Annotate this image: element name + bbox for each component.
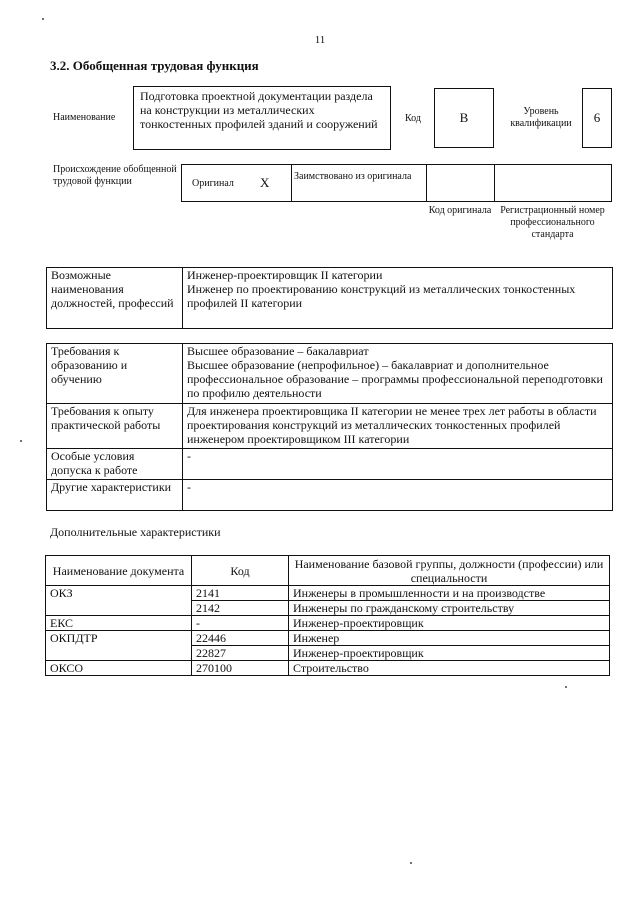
req-special-label: Особые условия допуска к работе — [47, 449, 183, 480]
regnum-caption: Регистрационный номер профессионального стандарта — [500, 205, 605, 240]
name-value: Подготовка проектной документации раздела на конструкции из металлических тонкостенных профилей зданий и сооружений — [140, 89, 378, 131]
name-label: Наименование — [53, 112, 116, 123]
req-education-value — [183, 344, 613, 404]
requirements-row — [47, 344, 613, 404]
cell-code: 22446 — [192, 631, 289, 646]
req-line: - — [187, 449, 191, 463]
level-value: 6 — [593, 110, 601, 125]
cell-name: Инженер-проектировщик — [289, 616, 610, 631]
req-other-value — [183, 480, 613, 511]
cell-name: Инженеры по гражданскому строительству — [289, 601, 610, 616]
additional-table — [45, 555, 610, 676]
original-label: Оригинал — [192, 178, 234, 189]
cell-doc: ЕКС — [46, 616, 192, 631]
scan-speck — [42, 18, 44, 20]
additional-header-row — [46, 556, 610, 586]
req-experience-label: Требования к опыту практической работы — [47, 404, 183, 449]
cell-name: Инженеры в промышленности и на производстве — [289, 586, 610, 601]
cell-code: 2142 — [192, 601, 289, 616]
header-name: Наименование базовой группы, должности (профессии) или специальности — [289, 556, 610, 586]
page-number: 11 — [314, 34, 326, 46]
table-row — [46, 586, 610, 601]
name-box — [133, 86, 391, 150]
cell-code: 2141 — [192, 586, 289, 601]
level-label: Уровень квалификации — [510, 106, 572, 129]
requirements-row — [47, 404, 613, 449]
requirements-row — [47, 449, 613, 480]
cell-name: Инженер-проектировщик — [289, 646, 610, 661]
cell-code: 270100 — [192, 661, 289, 676]
cell-name: Инженер — [289, 631, 610, 646]
positions-label: Возможные наименования должностей, профессий — [47, 268, 183, 329]
additional-title: Дополнительные характеристики — [50, 525, 221, 539]
header-code: Код — [192, 556, 289, 586]
positions-row — [47, 268, 613, 329]
borrowed-label: Заимствовано из оригинала — [294, 171, 412, 182]
requirements-row — [47, 480, 613, 511]
table-row — [46, 616, 610, 631]
code-box — [434, 88, 494, 148]
position-item: Инженер по проектированию конструкций из металлических тонкостенных профилей II категории — [187, 282, 576, 310]
positions-values — [183, 268, 613, 329]
table-row — [46, 661, 610, 676]
scan-speck — [410, 862, 412, 864]
cell-doc: ОКСО — [46, 661, 192, 676]
origin-row — [181, 164, 612, 202]
req-line: Высшее образование (непрофильное) – бакалавриат и дополнительное профессиональное образование – программы профессиональной переподготовки по профилю деятельности — [187, 358, 603, 400]
req-special-value — [183, 449, 613, 480]
positions-table — [46, 267, 613, 329]
cell-name: Строительство — [289, 661, 610, 676]
position-item: Инженер-проектировщик II категории — [187, 268, 383, 282]
req-line: Для инженера проектировщика II категории не менее трех лет работы в области проектирования конструкций из металлических тонкостенных профилей инженером проектировщиком III категории — [187, 404, 597, 446]
code-value: B — [459, 110, 469, 125]
table-row — [46, 631, 610, 646]
scan-speck — [20, 440, 22, 442]
origin-label: Происхождение обобщенной трудовой функции — [53, 164, 177, 187]
level-box — [582, 88, 612, 148]
req-education-label: Требования к образованию и обучению — [47, 344, 183, 404]
requirements-table — [46, 343, 613, 511]
req-line: - — [187, 480, 191, 494]
cell-doc: ОКПДТР — [46, 631, 192, 661]
code-label: Код — [405, 113, 421, 124]
req-line: Высшее образование – бакалавриат — [187, 344, 369, 358]
req-other-label: Другие характеристики — [47, 480, 183, 511]
cell-code: - — [192, 616, 289, 631]
code-original-caption: Код оригинала — [428, 205, 492, 216]
cell-code: 22827 — [192, 646, 289, 661]
header-doc: Наименование документа — [46, 556, 192, 586]
scan-speck — [565, 686, 567, 688]
req-experience-value — [183, 404, 613, 449]
section-title: 3.2. Обобщенная трудовая функция — [50, 58, 259, 73]
original-mark: X — [260, 175, 270, 190]
cell-doc: ОКЗ — [46, 586, 192, 616]
